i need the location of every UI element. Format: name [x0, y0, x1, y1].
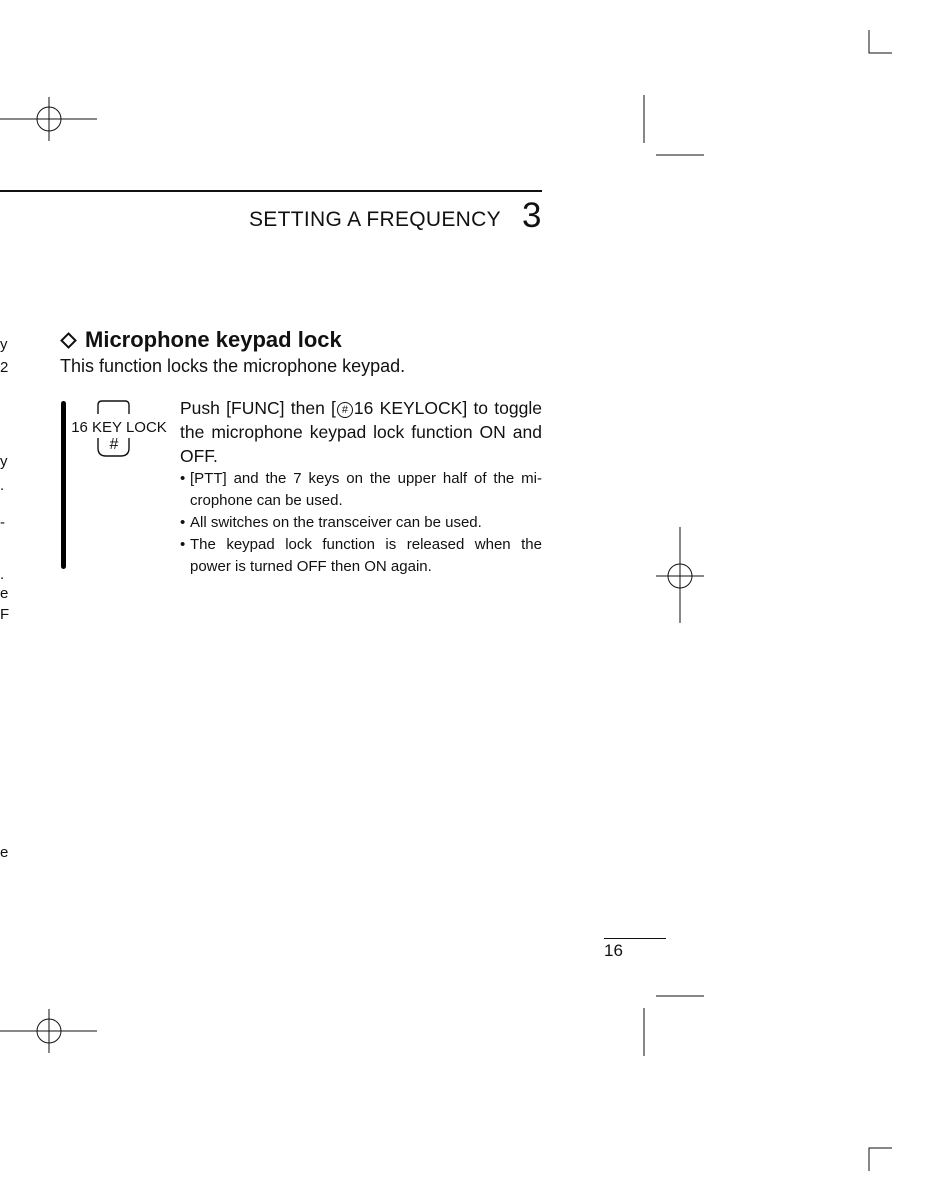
keylock-key-icon: [66, 398, 172, 462]
instruction-text-start: Push [FUNC] then [: [180, 398, 336, 418]
facing-page-text-fragment: F: [0, 606, 10, 623]
facing-page-text-fragment: .: [0, 566, 5, 583]
note-item: • All switches on the transceiver can be used.: [180, 512, 542, 534]
diamond-bullet-icon: [60, 332, 77, 349]
page-number-rule: [604, 938, 666, 939]
instruction-text-end: 16 KEYLOCK] to toggle the microphone keypad lock function ON and OFF.: [180, 398, 542, 466]
chapter-header-rule: [0, 190, 542, 192]
note-item: • The keypad lock function is released when the power is turned OFF then ON again.: [180, 534, 542, 578]
facing-page-text-fragment: y: [0, 336, 8, 353]
chapter-number: 3: [522, 196, 542, 235]
facing-page-text-fragment: -: [0, 514, 5, 531]
key-symbol: #: [109, 436, 119, 453]
section-intro: This function locks the microphone keypad.: [60, 356, 406, 376]
page-number: 16: [604, 941, 623, 960]
key-label: 16 KEY LOCK: [71, 419, 167, 436]
notes-list: [180, 468, 542, 578]
section-heading: [60, 327, 342, 353]
facing-page-text-fragment: y: [0, 453, 8, 470]
section-title: Microphone keypad lock: [85, 327, 342, 352]
facing-page-text-fragment: .: [0, 477, 5, 494]
note-item: • [PTT] and the 7 keys on the upper half of the mi-crophone can be used.: [180, 468, 542, 512]
facing-page-text-fragment: e: [0, 844, 9, 861]
chapter-title: SETTING A FREQUENCY: [249, 208, 501, 231]
circled-hash-key-icon: #: [337, 402, 353, 418]
instruction-text: [180, 396, 542, 468]
facing-page-text-fragment: e: [0, 585, 9, 602]
facing-page-text-fragment: 2: [0, 359, 9, 376]
